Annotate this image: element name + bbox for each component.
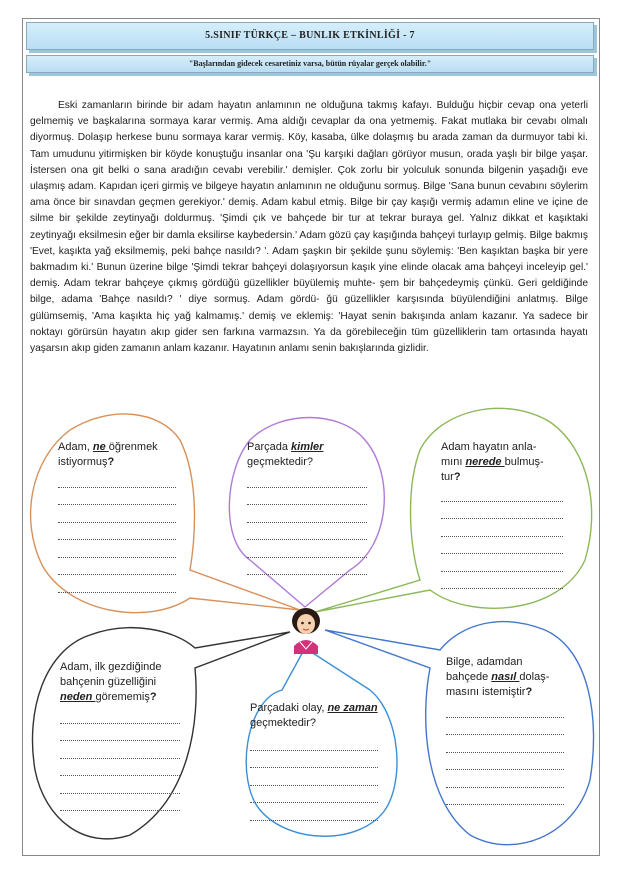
question-word: ne zaman	[327, 702, 378, 714]
question-3: Adam hayatın anla-mını nerede bulmuş-tur?	[441, 441, 544, 483]
question-word: nasıl	[491, 671, 520, 683]
question-4: Adam, ilk gezdiğinde bahçenin güzelliğini neden görememiş?	[60, 661, 162, 703]
question-word: ne	[92, 441, 109, 453]
answer-lines-1[interactable]	[58, 470, 176, 593]
answer-lines-6[interactable]	[446, 700, 564, 805]
worksheet-motto: "Başlarından gidecek cesaretiniz varsa, bütün rüyalar gerçek olabilir."	[26, 55, 594, 73]
question-word: nerede	[465, 456, 505, 468]
answer-lines-5[interactable]	[250, 733, 378, 821]
story-paragraph: Eski zamanların birinde bir adam hayatın anlamının ne olduğuna takmış kafayı. Bulduğu hiçbir cevap ona yeterli gelmemiş ve başkalarına sormaya karar vermiş. Ama aldığı cevaplar da ona yetmemiş. Fakat mutlaka bir cevabı olmalı diyormuş. Dolaşıp herkese bunu sormaya karar vermiş. Köy, kasaba, ülke dolaşmış bu arada zaman da durmuyor tabi ki. Tam umudunu yitirmişken bir köyde konuştuğu insanlar ona 'Şu karşıki dağları görüyor musun, orada yaşlı bir bilge yaşar. İstersen ona git belki o sana aradığın cevabı verebilir.' demişler. Çok zorlu bir yolculuk sonunda bilgenin yaşadığı eve ulaşmış adam. Kapıdan içeri girmiş ve bilgeye hayatın anlamının ne olduğunu sormuş. Bilge 'Sana bunun cevabını söylerim ama önce bir sınavdan geçmen gerekiyor.' demiş. Adam kabul etmiş. Bilge bir çay kaşığı vermiş adamın eline ve içine de silme bir şekilde zeytinyağı doldurmuş. 'Şimdi çık ve bahçede bir tur at tekrar buraya gel. Yalnız dikkat et kaşıktaki zeytinyağı eksilmesin eğer bir damla eksilirse kaybedersin.' Adam gözü çay kaşığında bahçeyi turlayıp gelmiş. Bilge bakmış 'Evet, kaşıkta yağ eksilmemiş, peki bahçe nasıldı? '. Adam şaşkın bir şekilde şunu söylemiş: 'Ben kaşıktan başka bir yere bakmadım ki.' Bunun üzerine bilge 'Şimdi tekrar bahçeyi dolaşıyorsun kaşık yine elinde olacak ama bahçeyi inceleyip gel.' demiş. Adam tekrar bahçeye çıkmış gördüğü güzellikler büyülemiş muhte- şem bir bahçedeymiş çünkü. Geri geldiğinde bilge, adama 'Bahçe nasıldı? ' diye sormuş. Adam gördü- ğü güzellikler karşısında büyülendiğini anlatmış. Bilge gülümsemiş, 'Ama kaşıkta hiç yağ kalmamış.' demiş ve eklemiş: 'Hayat senin bakışında anlam kazanır. Ya sadece bir noktayı görürsün hayatın akıp gider sen farkına varmazsın. Ya da görebileceğin tüm güzelliklerin tam ortasında hayatı yaşarsın akıp giden zamanın anlam kazanır. Hayatının anlamı senin bakışlarında gizlidir.	[30, 100, 588, 355]
answer-lines-2[interactable]	[247, 470, 367, 575]
answer-lines-3[interactable]	[441, 484, 563, 589]
question-1: Adam, ne öğrenmek istiyormuş?	[58, 441, 158, 468]
question-6: Bilge, adamdan bahçede nasıl dolaş-masını istemiştir?	[446, 656, 550, 698]
answer-lines-4[interactable]	[60, 706, 180, 811]
worksheet-title: 5.SINIF TÜRKÇE – BUNLIK ETKİNLİĞİ - 7	[26, 22, 594, 50]
question-word: kimler	[291, 441, 324, 453]
girl-cartoon-icon	[286, 604, 326, 654]
question-2: Parçada kimler geçmektedir?	[247, 441, 324, 468]
question-word: neden	[60, 691, 96, 703]
question-5: Parçadaki olay, ne zaman geçmektedir?	[250, 702, 378, 729]
